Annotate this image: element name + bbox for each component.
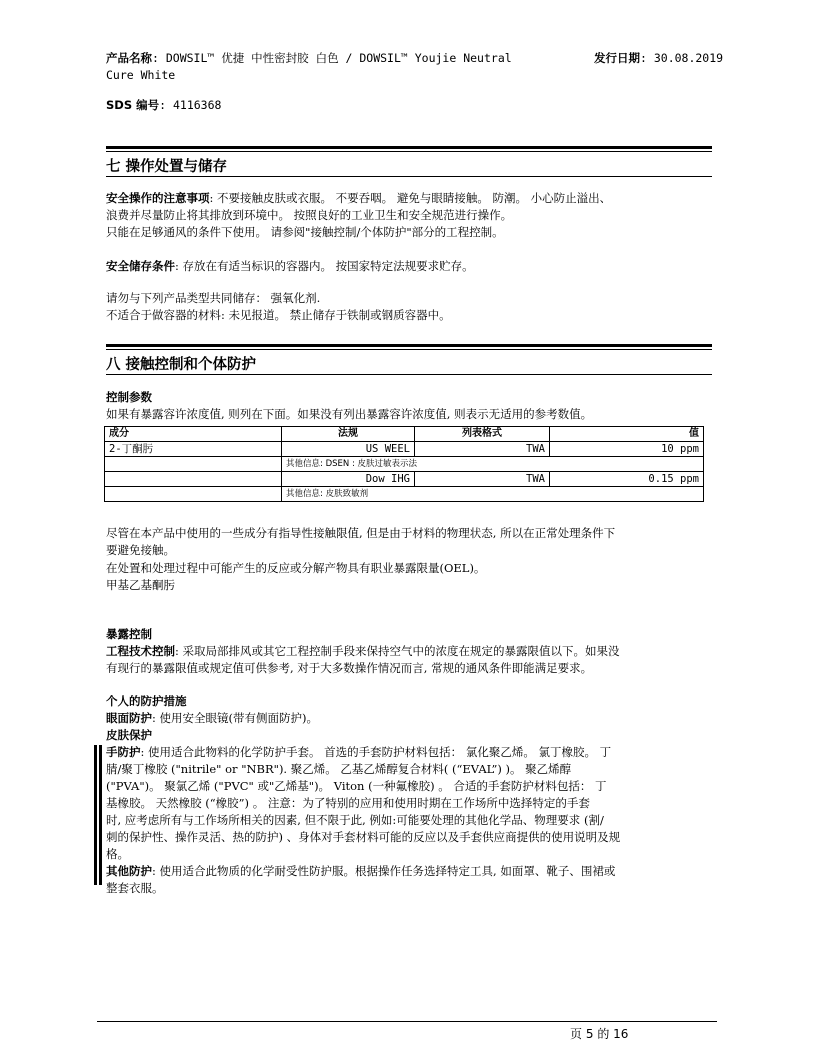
product-name-line: [106, 50, 512, 67]
control-params-text: 如果有暴露容许浓度值, 则列在下面。如果没有列出暴露容许浓度值, 则表示无适用的参考数值。: [106, 407, 593, 421]
other-protection-label: 其他防护: [106, 864, 152, 878]
section8-rule-top2: [106, 349, 712, 350]
product-name-value: : DOWSIL™ 优捷 中性密封胶 白色 / DOWSIL™ Youjie Neutral: [152, 51, 512, 65]
ppe-label: 个人的防护措施: [106, 694, 187, 708]
safe-handling-label: 安全操作的注意事项: [106, 191, 210, 205]
table-row: Dow IHG TWA 0.15 ppm: [105, 472, 704, 487]
hand-protection-l5: 时, 应考虑所有与工作场所相关的因素, 但不限于此, 例如:可能要处理的其他化学品、物理要求 (割/: [106, 813, 604, 827]
eye-protection-label: 眼面防护: [106, 711, 152, 725]
eye-protection-line: 眼面防护: 使用安全眼镜(带有侧面防护)。: [106, 711, 319, 725]
issue-date-line: [594, 50, 723, 67]
after-table-l4: 甲基乙基酮肟: [106, 578, 175, 592]
product-name-cont: Cure White: [106, 68, 176, 82]
eng-control-label: 工程技术控制: [106, 644, 175, 658]
col-value: 值: [550, 427, 704, 442]
table-note-row: 其他信息: DSEN : 皮肤过敏表示法: [105, 457, 704, 472]
after-table-l3: 在处置和处理过程中可能产生的反应或分解产物具有职业暴露限量(OEL)。: [106, 561, 486, 575]
hand-protection-l4: 基橡胶。 天然橡胶 (“橡胶”) 。 注意：为了特别的应用和使用时期在工作场所中选择特定的手套: [106, 796, 590, 810]
skin-protection-label: 皮肤保护: [106, 728, 152, 742]
footer-rule: [97, 1021, 717, 1022]
exposure-limits-table: [104, 426, 704, 502]
section8-title: 八 接触控制和个体防护: [106, 357, 257, 373]
sds-number-label: SDS 编号: [106, 98, 160, 112]
table-note-row: 其他信息: 皮肤致敏剂: [105, 487, 704, 502]
hand-protection-l2: 腈/聚丁橡胶 ("nitrile" or "NBR"). 聚乙烯。 乙基乙烯醇复合材料( (“EVAL”) )。 聚乙烯醇: [106, 762, 572, 776]
table-row: 2-丁酮肟 US WEEL TWA 10 ppm: [105, 442, 704, 457]
safe-handling-l3: 只能在足够通风的条件下使用。 请参阅"接触控制/个体防护"部分的工程控制。: [106, 225, 504, 239]
incompat-l2: 不适合于做容器的材料: 未见报道。 禁止储存于铁制或钢质容器中。: [106, 308, 451, 322]
section8-rule-bottom: [106, 374, 712, 375]
storage-label: 安全储存条件: [106, 259, 175, 273]
other-protection-l1: 其他防护: 使用适合此物质的化学耐受性防护服。根据操作任务选择特定工具, 如面罩、靴子、围裙或: [106, 864, 616, 878]
section7-rule-top2: [106, 151, 712, 152]
table-header-row: [105, 427, 704, 442]
col-regulation: 法规: [282, 427, 415, 442]
section8-rule-top: [106, 344, 712, 347]
issue-date-value: : 30.08.2019: [640, 51, 724, 65]
col-format: 列表格式: [415, 427, 550, 442]
section7-title: 七 操作处置与储存: [106, 159, 228, 175]
page-number: 页 5 的 16: [570, 1027, 629, 1041]
safe-handling-l2: 浪费并尽量防止将其排放到环境中。 按照良好的工业卫生和安全规范进行操作。: [106, 208, 513, 222]
eng-control-l1: 工程技术控制: 采取局部排风或其它工程控制手段来保持空气中的浓度在规定的暴露限值以下。如果没: [106, 644, 620, 658]
after-table-l1: 尽管在本产品中使用的一些成分有指导性接触限值, 但是由于材料的物理状态, 所以在正常处理条件下: [106, 526, 616, 540]
after-table-l2: 要避免接触。: [106, 543, 175, 557]
incompat-l1: 请勿与下列产品类型共同储存： 强氧化剂.: [106, 291, 321, 305]
change-bar: [94, 745, 97, 885]
hand-protection-l6: 刺的保护性、操作灵活、热的防护) 、身体对手套材料可能的反应以及手套供应商提供的使用说明及规: [106, 830, 621, 844]
exposure-control-label: 暴露控制: [106, 627, 152, 641]
other-protection-l2: 整套衣服。: [106, 881, 164, 895]
sds-number-line: [106, 97, 221, 114]
product-name-label: 产品名称: [106, 51, 152, 65]
eng-control-l2: 有现行的暴露限值或规定值可供参考, 对于大多数操作情况而言, 常规的通风条件即能满足要求。: [106, 661, 593, 675]
hand-protection-l7: 格。: [106, 847, 129, 861]
sds-number-value: : 4116368: [159, 98, 222, 112]
storage-line: 安全储存条件: 存放在有适当标识的容器内。 按国家特定法规要求贮存。: [106, 259, 474, 273]
change-bar: [99, 745, 102, 885]
hand-protection-l3: ("PVA")。 聚氯乙烯 ("PVC" 或"乙烯基")。 Viton (一种氟橡胶) 。 合适的手套防护材料包括： 丁: [106, 779, 607, 793]
hand-protection-label: 手防护: [106, 745, 141, 759]
hand-protection-l1: 手防护: 使用适合此物料的化学防护手套。 首选的手套防护材料包括： 氯化聚乙烯。 氯丁橡胶。 丁: [106, 745, 612, 759]
issue-date-label: 发行日期: [594, 51, 640, 65]
section7-rule-top: [106, 146, 712, 149]
section7-rule-bottom: [106, 176, 712, 177]
safe-handling-l1: 安全操作的注意事项: 不要接触皮肤或衣服。 不要吞咽。 避免与眼睛接触。 防潮。 小心防止溢出、: [106, 191, 612, 205]
control-params-label: 控制参数: [106, 390, 152, 404]
col-component: 成分: [105, 427, 282, 442]
